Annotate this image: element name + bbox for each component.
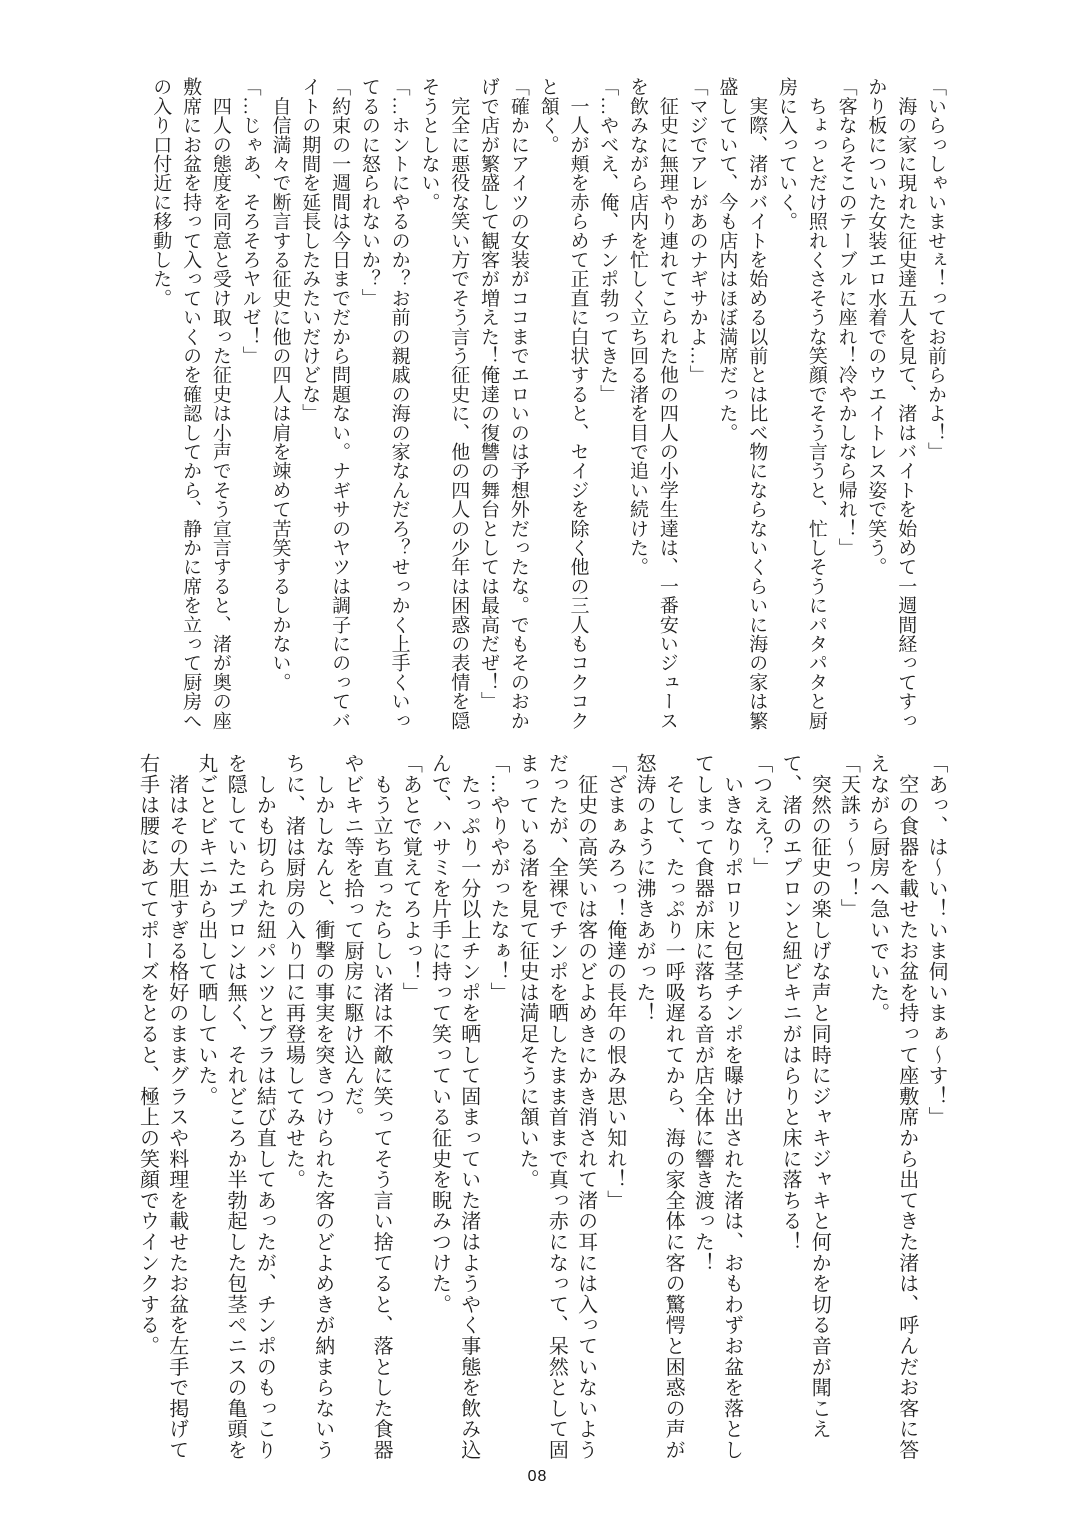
text-line: そして、たっぷり一呼吸遅れてから、海の家全体に客の驚愕と困惑の声が xyxy=(662,753,685,1461)
text-line: やビキニ等を拾って厨房に駆け込んだ。 xyxy=(340,753,363,1128)
text-line: 征史の高笑いは客のどよめきにかき消されて渚の耳には入っていないよう xyxy=(574,753,597,1461)
text-line: 盛していて、今も店内はほぼ満席だった。 xyxy=(716,77,738,442)
text-line: ちに、渚は厨房の入り口に再登場してみせた。 xyxy=(282,753,305,1190)
text-line: 房に入っていく。 xyxy=(776,77,798,231)
text-line: かり板についた女装エロ水着でのウエイトレス姿で笑う。 xyxy=(865,77,887,577)
text-line: 右手は腰にあててポーズをとると、極上の笑顔でウインクする。 xyxy=(136,753,159,1357)
text-line: 突然の征史の楽しげな声と同時にジャキジャキと何かを切る音が聞こえ xyxy=(808,753,831,1440)
text-line: てるのに怒られないか？」 xyxy=(358,77,380,308)
text-line: 「いらっしゃいませぇ！ってお前らかよ！」 xyxy=(925,77,946,461)
text-line: 「…やべえ、俺、チンポ勃ってきた」 xyxy=(597,77,619,404)
text-line: 「…じゃあ、そろそろヤルゼ！」 xyxy=(239,77,261,365)
text-line: 征史に無理やり連れてこられた他の四人の小学生達は、一番安いジュース xyxy=(656,77,678,730)
text-line: て、渚のエプロンと紐ビキニがはらりと床に落ちる！ xyxy=(778,753,801,1253)
text-line: 「確かにアイツの女装がココまでエロいのは予想外だったな。でもそのおか xyxy=(507,77,529,730)
text-line: 「…やりやがったなぁ！」 xyxy=(486,753,509,1003)
text-line: を飲みながら店内を忙しく立ち回る渚を目で追い続けた。 xyxy=(627,77,649,577)
text-line: まっている渚を見て征史は満足そうに頷いた。 xyxy=(516,753,539,1190)
text-line: イトの期間を延長したみたいだけどな」 xyxy=(299,77,321,423)
text-line: を隠していたエプロンは無く、それどころか半勃起した包茎ペニスの亀頭を xyxy=(224,753,247,1461)
text-line: 丸ごとビキニから出して晒していた。 xyxy=(194,753,217,1107)
text-line: しかも切られた紐パンツとブラは結び直してあったが、チンポのもっこり xyxy=(253,753,276,1461)
text-line: えながら厨房へ急いでいた。 xyxy=(866,753,889,1024)
text-line: 「あとで覚えてろよっ！」 xyxy=(399,753,422,1003)
text-line: 敷席にお盆を持って入っていくのを確認してから、静かに席を立って厨房へ xyxy=(180,77,202,730)
text-line: 実際、渚がバイトを始める以前とは比べ物にならないくらいに海の家は繁 xyxy=(746,77,768,730)
text-line: 自信満々で断言する征史に他の四人は肩を竦めて苦笑するしかない。 xyxy=(269,77,291,692)
text-line: しかしなんと、衝撃の事実を突きつけられた客のどよめきが納まらないう xyxy=(311,753,334,1461)
text-line: 空の食器を載せたお盆を持って座敷席から出てきた渚は、呼んだお客に答 xyxy=(895,753,918,1461)
text-line: 「…ホントにやるのか？お前の親戚の海の家なんだろ？せっかく上手くいっ xyxy=(388,77,410,730)
text-line: てしまって食器が床に落ちる音が店全体に響き渡った！ xyxy=(691,753,714,1273)
text-line: 「客ならそこのテーブルに座れ！冷やかしなら帰れ！」 xyxy=(835,77,857,557)
text-line: いきなりポロリと包茎チンポを曝け出された渚は、おもわずお盆を落とし xyxy=(720,753,743,1461)
text-line: たっぷり一分以上チンポを晒して固まっていた渚はようやく事態を飲み込 xyxy=(457,753,480,1461)
text-line: 「天誅ぅ〜っ！」 xyxy=(837,753,860,920)
text-line: の入り口付近に移動した。 xyxy=(150,77,172,308)
text-block-bottom xyxy=(132,753,950,1467)
text-line: 渚はその大胆すぎる格好のままグラスや料理を載せたお盆を左手で掲げて xyxy=(165,753,188,1461)
text-line: 「ざまぁみろっ！俺達の長年の恨み思い知れ！」 xyxy=(603,753,626,1211)
text-line: 完全に悪役な笑い方でそう言う征史に、他の四人の少年は困惑の表情を隠 xyxy=(448,77,470,730)
text-line: と頷く。 xyxy=(537,77,559,154)
text-block-top xyxy=(145,77,950,737)
text-line: 四人の態度を同意と受け取った征史は小声でそう宣言すると、渚が奥の座 xyxy=(209,77,231,730)
text-line: 怒涛のように沸きあがった！ xyxy=(632,753,655,1024)
text-line: そうとしない。 xyxy=(418,77,440,212)
text-line: ちょっとだけ照れくさそうな笑顔でそう言うと、忙しそうにパタパタと厨 xyxy=(805,77,827,730)
text-line: もう立ち直ったらしい渚は不敵に笑ってそう言い捨てると、落とした食器 xyxy=(370,753,393,1461)
text-line: 「約束の一週間は今日までだから問題ない。ナギサのヤツは調子にのってバ xyxy=(329,77,351,730)
text-line: 「つええ？」 xyxy=(749,753,772,878)
text-line: だったが、全裸でチンポを晒したまま首まで真っ赤になって、呆然として固 xyxy=(545,753,568,1461)
text-line: 一人が頬を赤らめて正直に白状すると、セイジを除く他の三人もコクコク xyxy=(567,77,589,730)
text-line: 海の家に現れた征史達五人を見て、渚はバイトを始めて一週間経ってすっ xyxy=(895,77,917,730)
text-line: んで、ハサミを片手に持って笑っている征史を睨みつけた。 xyxy=(428,753,451,1315)
text-line: げで店が繁盛して観客が増えた！俺達の復讐の舞台としては最高だぜ！」 xyxy=(478,77,500,711)
page-number: 08 xyxy=(527,1468,548,1485)
text-line: 「マジでアレがあのナギサかよ…」 xyxy=(686,77,708,385)
text-line: 「あっ、は〜い！いま伺いまぁ〜す！」 xyxy=(925,753,947,1128)
